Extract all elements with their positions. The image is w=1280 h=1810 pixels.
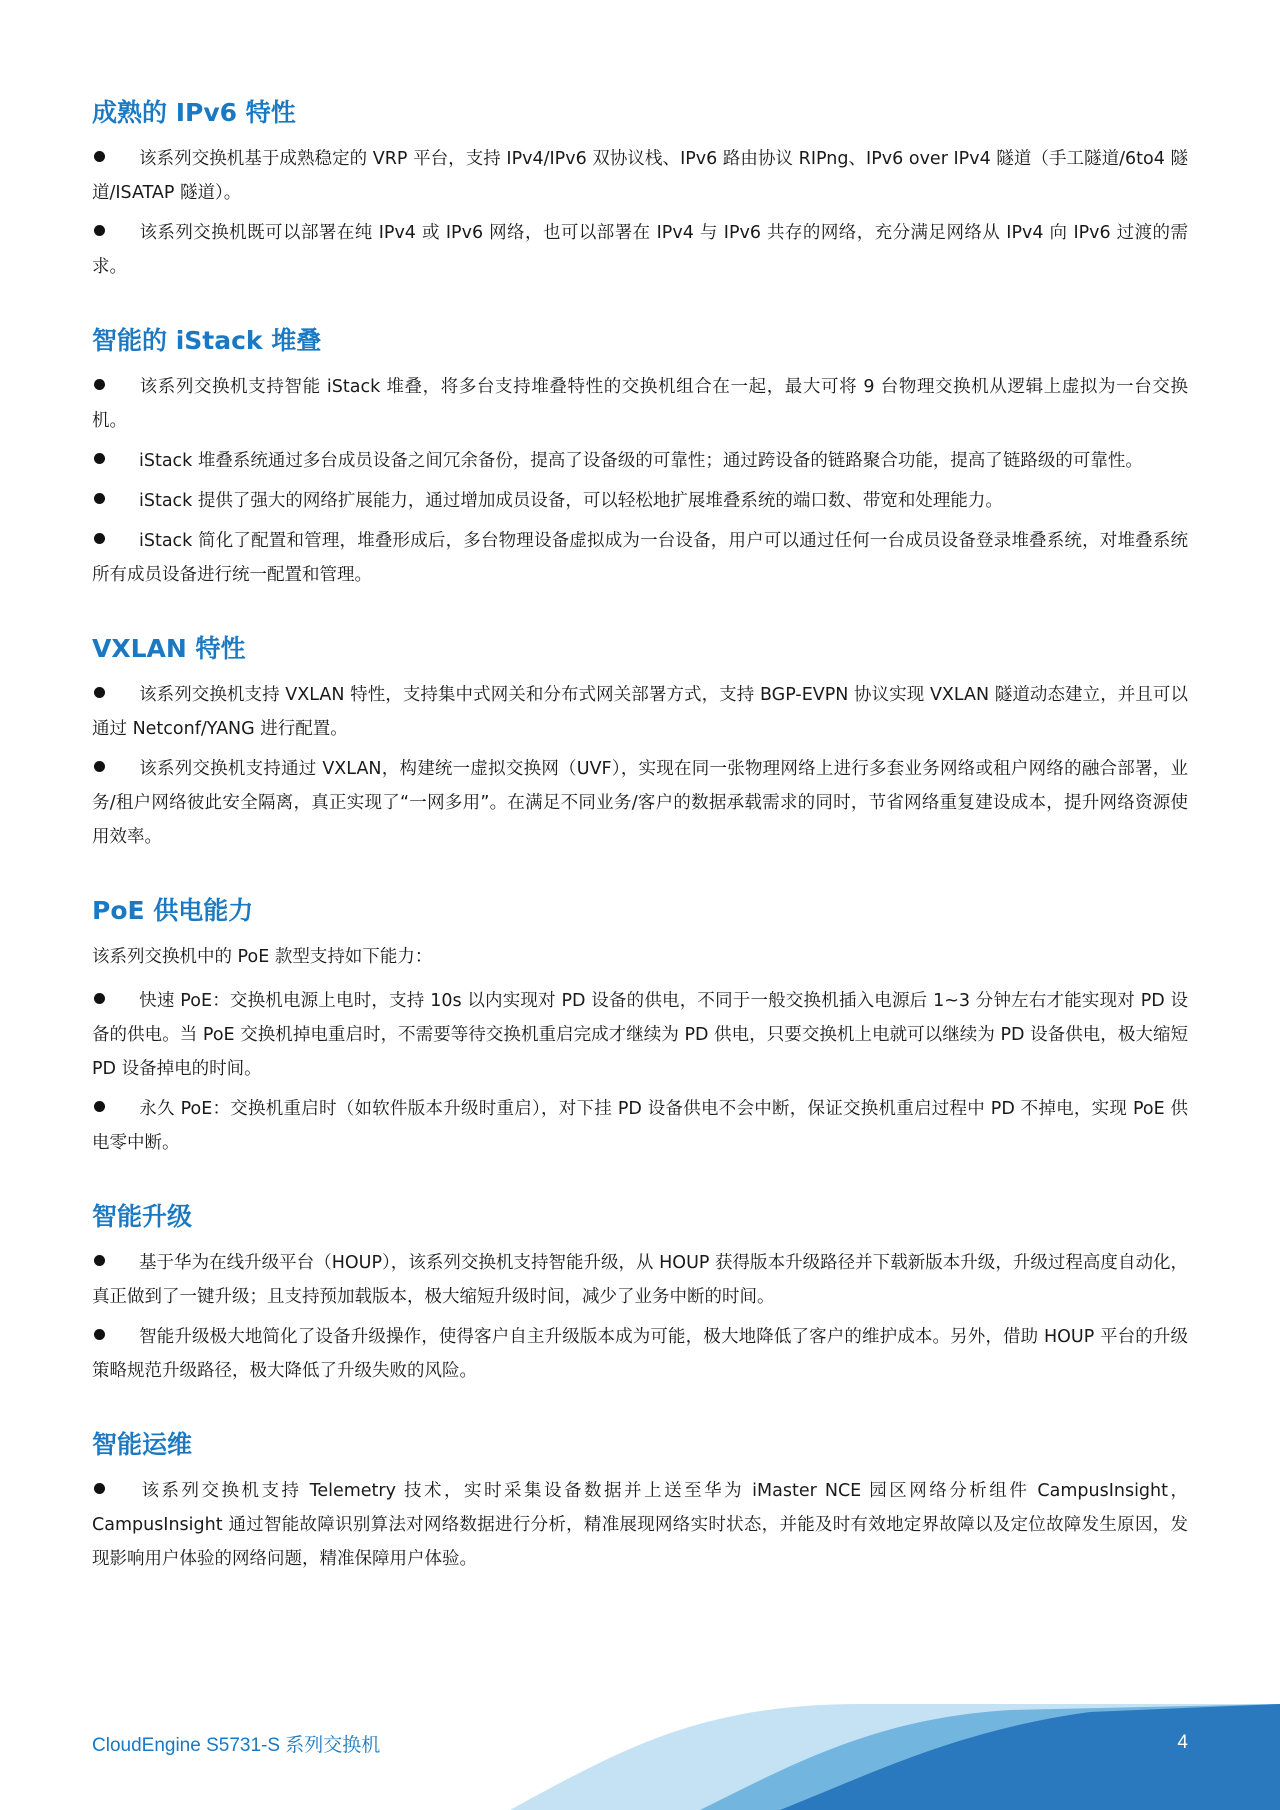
section-istack (92, 324, 1188, 592)
list-item (92, 142, 1188, 210)
list-item (92, 678, 1188, 746)
bullet-dot-icon (94, 493, 105, 504)
list-item (92, 370, 1188, 438)
list-item-text: 该系列交换机支持通过 VXLAN，构建统一虚拟交换网（UVF），实现在同一张物理网络上进行多套业务网络或租户网络的融合部署，业务/租户网络彼此安全隔离，真正实现了“一网多用”。在满足不同业务/客户的数据承载需求的同时，节省网络重复建设成本，提升网络资源使用效率。 (92, 759, 1188, 847)
section-title: PoE 供电能力 (92, 896, 254, 925)
footer-product-name: CloudEngine S5731-S 系列交换机 (92, 1735, 381, 1756)
list-item-text: iStack 简化了配置和管理，堆叠形成后，多台物理设备虚拟成为一台设备，用户可以通过任何一台成员设备登录堆叠系统，对堆叠系统所有成员设备进行统一配置和管理。 (92, 531, 1188, 585)
section-intro: 该系列交换机中的 PoE 款型支持如下能力： (92, 947, 433, 967)
section-ipv6 (92, 96, 1188, 284)
section-smart-upgrade (92, 1200, 1188, 1388)
list-item-text: 该系列交换机支持 VXLAN 特性，支持集中式网关和分布式网关部署方式，支持 BGP-EVPN 协议实现 VXLAN 隧道动态建立，并且可以通过 Netconf/YANG 进行配置。 (92, 685, 1188, 739)
list-item (92, 752, 1188, 854)
page-footer (0, 1690, 1280, 1810)
document-body (92, 96, 1188, 1616)
page-number: 4 (1177, 1732, 1188, 1753)
list-item (92, 1320, 1188, 1388)
list-item-text: 智能升级极大地简化了设备升级操作，使得客户自主升级版本成为可能，极大地降低了客户的维护成本。另外，借助 HOUP 平台的升级策略规范升级路径，极大降低了升级失败的风险。 (92, 1327, 1188, 1381)
bullet-dot-icon (94, 1329, 105, 1340)
section-title: 成熟的 IPv6 特性 (92, 98, 296, 127)
bullet-dot-icon (94, 993, 105, 1004)
list-item (92, 1474, 1188, 1576)
list-item-text: 该系列交换机基于成熟稳定的 VRP 平台，支持 IPv4/IPv6 双协议栈、IPv6 路由协议 RIPng、IPv6 over IPv4 隧道（手工隧道/6to4 隧道/ISATAP 隧道）。 (92, 149, 1188, 203)
list-item-text: iStack 提供了强大的网络扩展能力，通过增加成员设备，可以轻松地扩展堆叠系统的端口数、带宽和处理能力。 (139, 491, 1003, 511)
list-item (92, 1246, 1188, 1314)
list-item-text: iStack 堆叠系统通过多台成员设备之间冗余备份，提高了设备级的可靠性；通过跨设备的链路聚合功能，提高了链路级的可靠性。 (139, 451, 1143, 471)
bullet-dot-icon (94, 225, 105, 236)
bullet-dot-icon (94, 379, 105, 390)
list-item (92, 524, 1188, 592)
list-item-text: 快速 PoE：交换机电源上电时，支持 10s 以内实现对 PD 设备的供电，不同于一般交换机插入电源后 1~3 分钟左右才能实现对 PD 设备的供电。当 PoE 交换机掉电重启时，不需要等待交换机重启完成才继续为 PD 供电，只要交换机上电就可以继续为 PD 设备供电，极大缩短 PD 设备掉电的时间。 (92, 991, 1188, 1079)
section-title: VXLAN 特性 (92, 634, 246, 663)
section-title: 智能升级 (92, 1202, 193, 1231)
section-title: 智能运维 (92, 1430, 193, 1459)
bullet-dot-icon (94, 1101, 105, 1112)
list-item (92, 444, 1188, 478)
bullet-dot-icon (94, 533, 105, 544)
list-item (92, 984, 1188, 1086)
list-item (92, 1092, 1188, 1160)
list-item (92, 216, 1188, 284)
bullet-dot-icon (94, 151, 105, 162)
section-smart-om (92, 1428, 1188, 1576)
list-item-text: 该系列交换机既可以部署在纯 IPv4 或 IPv6 网络，也可以部署在 IPv4 与 IPv6 共存的网络，充分满足网络从 IPv4 向 IPv6 过渡的需求。 (92, 223, 1188, 277)
bullet-dot-icon (94, 761, 105, 772)
list-item (92, 484, 1188, 518)
list-item-text: 该系列交换机支持 Telemetry 技术，实时采集设备数据并上送至华为 iMaster NCE 园区网络分析组件 CampusInsight，CampusInsight 通过智能故障识别算法对网络数据进行分析，精准展现网络实时状态，并能及时有效地定界故障以及定位故障发生原因，发现影响用户体验的网络问题，精准保障用户体验。 (92, 1481, 1188, 1569)
list-item-text: 永久 PoE：交换机重启时（如软件版本升级时重启），对下挂 PD 设备供电不会中断，保证交换机重启过程中 PD 不掉电，实现 PoE 供电零中断。 (92, 1099, 1188, 1153)
list-item-text: 基于华为在线升级平台（HOUP），该系列交换机支持智能升级，从 HOUP 获得版本升级路径并下载新版本升级，升级过程高度自动化，真正做到了一键升级；且支持预加载版本，极大缩短升级时间，减少了业务中断的时间。 (92, 1253, 1188, 1307)
list-item-text: 该系列交换机支持智能 iStack 堆叠，将多台支持堆叠特性的交换机组合在一起，最大可将 9 台物理交换机从逻辑上虚拟为一台交换机。 (92, 377, 1188, 431)
bullet-dot-icon (94, 453, 105, 464)
bullet-dot-icon (94, 1255, 105, 1266)
bullet-dot-icon (94, 1483, 105, 1494)
section-vxlan (92, 632, 1188, 854)
bullet-dot-icon (94, 687, 105, 698)
section-poe (92, 894, 1188, 1160)
section-title: 智能的 iStack 堆叠 (92, 326, 322, 355)
